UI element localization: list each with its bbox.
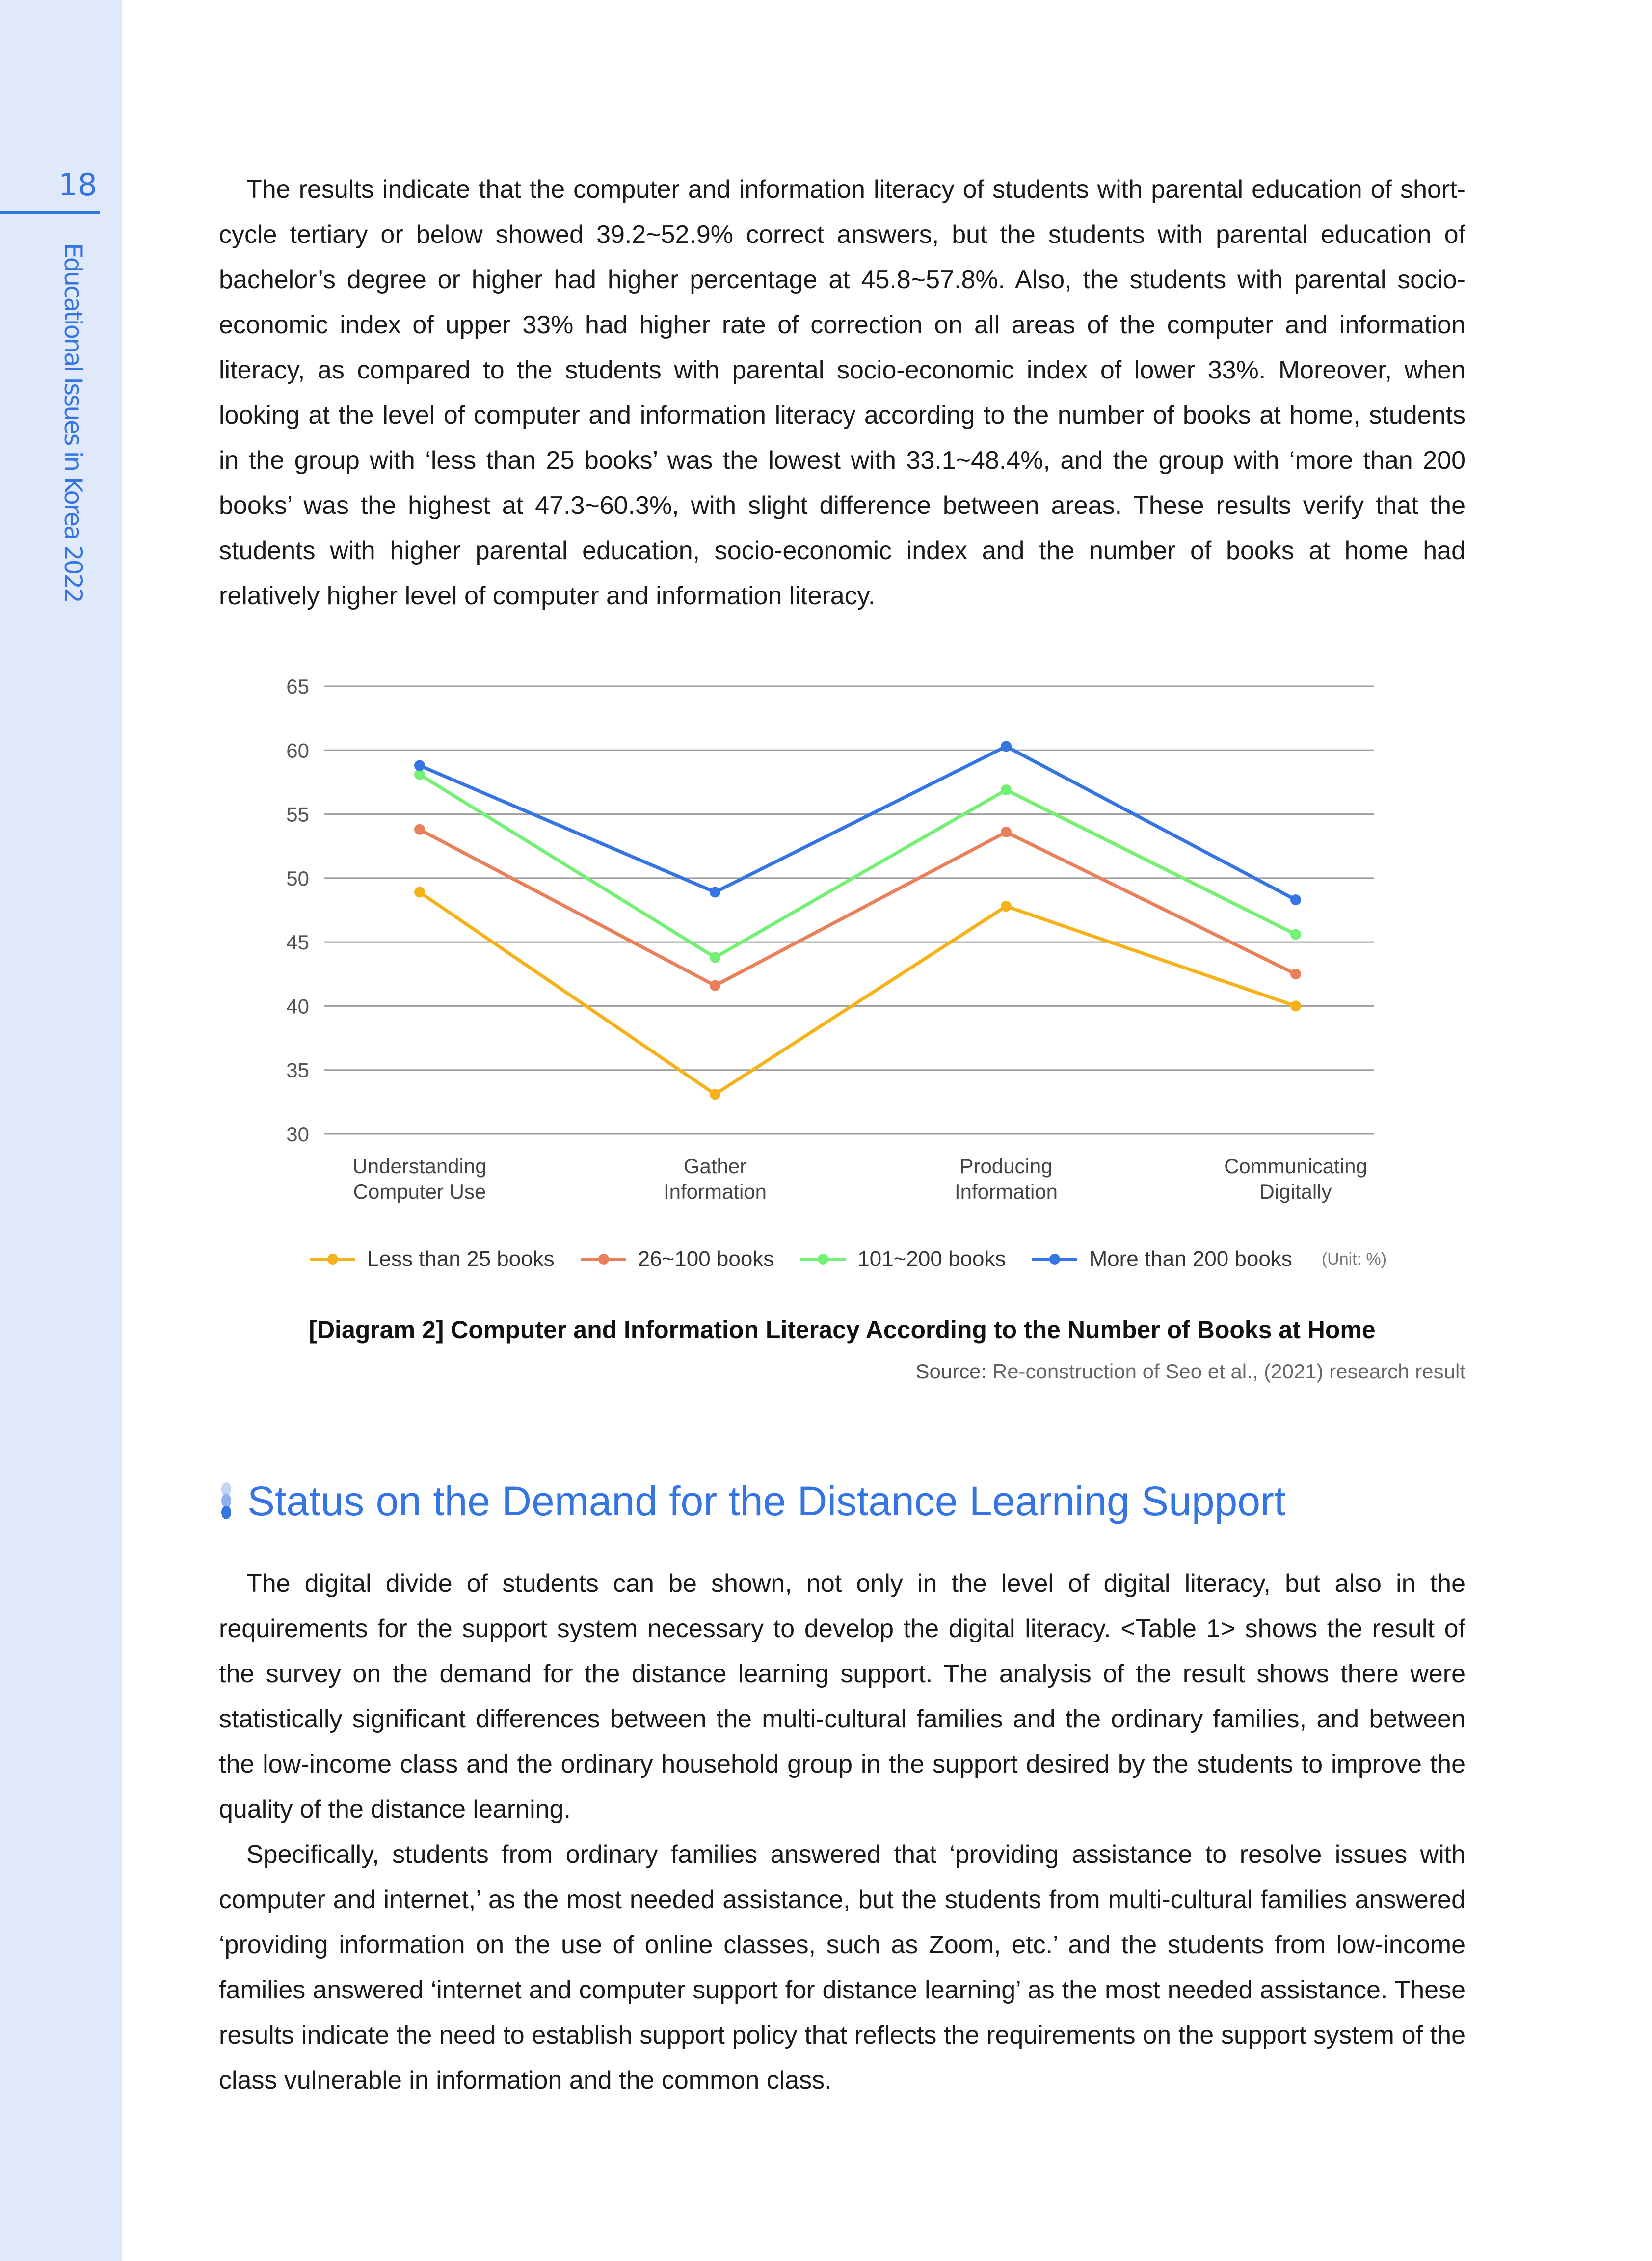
data-point — [710, 952, 720, 963]
page-number-rule — [0, 211, 100, 214]
heading-bullet-icon — [218, 1481, 235, 1522]
section-text — [219, 1561, 1465, 2103]
section-paragraph: Specifically, students from ordinary families answered that ‘providing assistance to resolve issues with computer and internet,’ as the most needed assistance, but the students from multi-cultural families answered ‘providing information on the use of online classes, such as Zoom, etc.’ and the students from low-income families answered ‘internet and computer support for distance learning’ as the most needed assistance. These results indicate the need to establish support policy that reflects the requirements on the support system of the class vulnerable in information and the common class. — [219, 1840, 1465, 2095]
section-paragraph: The digital divide of students can be shown, not only in the level of digital literacy, but also in the requirements for the support system necessary to develop the digital literacy. <Table 1> shows the result of the survey on the demand for the distance learning support. The analysis of the result shows there were statistically significant differences between the multi-cultural families and the ordinary families, and between the low-income class and the ordinary household group in the support desired by the students to improve the quality of the distance learning. — [219, 1569, 1465, 1824]
legend-marker-icon — [309, 1252, 356, 1266]
data-point — [1001, 784, 1012, 795]
legend-label: 26~100 books — [638, 1247, 774, 1271]
x-tick-label: Digitally — [1259, 1180, 1332, 1203]
legend-item — [309, 1247, 555, 1271]
x-tick-label: Information — [954, 1180, 1058, 1203]
figure-source — [915, 1360, 1465, 1383]
legend-item — [1031, 1247, 1292, 1271]
data-point — [710, 980, 720, 991]
x-tick-label: Communicating — [1224, 1155, 1367, 1178]
series-line — [420, 892, 1296, 1095]
line-chart — [265, 668, 1413, 1208]
legend-label: Less than 25 books — [367, 1247, 555, 1271]
data-point — [1290, 969, 1301, 979]
x-tick-label: Understanding — [352, 1155, 487, 1178]
data-point — [414, 824, 425, 835]
data-point — [1001, 741, 1012, 752]
legend-label: 101~200 books — [857, 1247, 1006, 1271]
y-tick-label: 60 — [286, 739, 309, 762]
data-point — [710, 1089, 720, 1100]
chart-legend — [309, 1247, 1418, 1271]
data-point — [414, 760, 425, 771]
series-line — [420, 775, 1296, 958]
page-number: 18 — [58, 167, 97, 203]
data-point — [1290, 929, 1301, 940]
data-point — [414, 887, 425, 898]
y-tick-label: 35 — [286, 1058, 309, 1082]
x-tick-label: Computer Use — [353, 1180, 486, 1203]
y-tick-label: 45 — [286, 931, 309, 954]
section-heading — [218, 1478, 1285, 1525]
y-tick-label: 65 — [286, 675, 309, 698]
legend-marker-icon — [1031, 1252, 1078, 1266]
source-label: Source: — [915, 1360, 987, 1383]
data-point — [1290, 1000, 1301, 1011]
y-tick-label: 40 — [286, 995, 309, 1018]
y-tick-label: 50 — [286, 866, 309, 890]
y-tick-label: 55 — [286, 803, 309, 826]
section-title: Status on the Demand for the Distance Learning Support — [247, 1478, 1286, 1524]
data-point — [710, 887, 720, 898]
y-tick-label: 30 — [286, 1123, 309, 1146]
legend-item — [580, 1247, 774, 1271]
legend-marker-icon — [580, 1252, 627, 1266]
x-tick-label: Information — [663, 1180, 767, 1203]
data-point — [1001, 901, 1012, 912]
legend-label: More than 200 books — [1089, 1247, 1292, 1271]
sidebar — [0, 0, 122, 2261]
intro-paragraph: The results indicate that the computer and information literacy of students with parental education of short-cycle tertiary or below showed 39.2~52.9% correct answers, but the students with parental education of bachelor’s degree or higher had higher percentage at 45.8~57.8%. Also, the students with parental socio-economic index of upper 33% had higher rate of correction on all areas of the computer and information literacy, as compared to the students with parental socio-economic index of lower 33%. Moreover, when looking at the level of computer and information literacy according to the number of books at home, students in the group with ‘less than 25 books’ was the lowest with 33.1~48.4%, and the group with ‘more than 200 books’ was the highest at 47.3~60.3%, with slight difference between areas. These results verify that the students with higher parental education, socio-economic index and the number of books at home had relatively higher level of computer and information literacy. — [219, 175, 1465, 610]
x-tick-label: Gather — [683, 1155, 747, 1178]
legend-item — [799, 1247, 1006, 1271]
data-point — [1290, 894, 1301, 905]
unit-label: (Unit: %) — [1321, 1249, 1387, 1268]
figure-caption: [Diagram 2] Computer and Information Literacy According to the Number of Books at Home — [309, 1316, 1376, 1344]
x-tick-label: Producing — [959, 1155, 1053, 1178]
source-text: Re-construction of Seo et al., (2021) research result — [986, 1360, 1465, 1383]
running-title: Educational Issues in Korea 2022 — [59, 243, 87, 602]
legend-marker-icon — [799, 1252, 847, 1266]
intro-text — [219, 167, 1465, 619]
data-point — [1001, 827, 1012, 837]
